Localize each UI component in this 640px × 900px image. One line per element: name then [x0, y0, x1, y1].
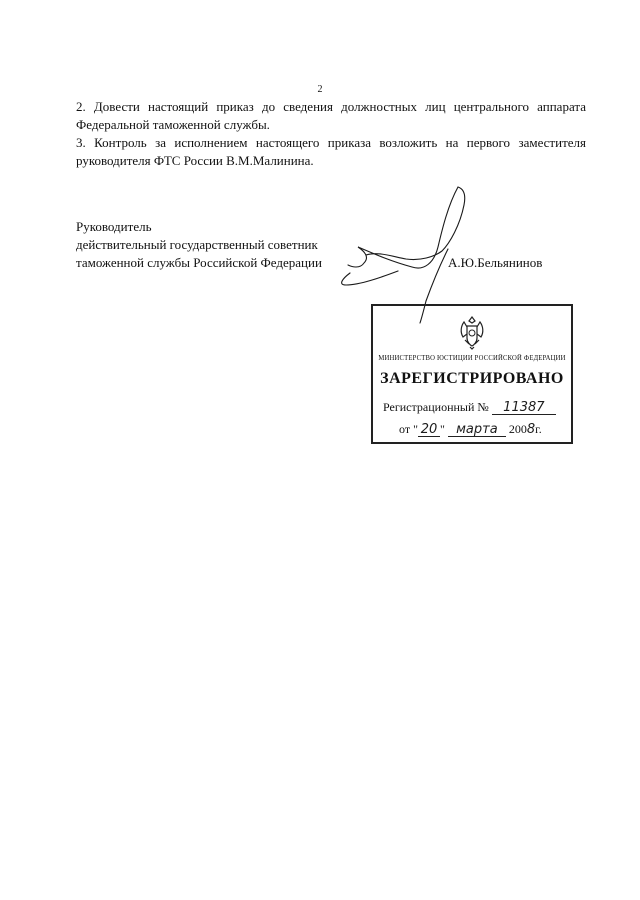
- stamp-date-month: марта: [448, 423, 506, 437]
- stamp-reg-label: Регистрационный №: [383, 400, 489, 414]
- stamp-date: [399, 422, 542, 437]
- paragraph-3: [76, 134, 586, 170]
- coat-of-arms-icon: [455, 314, 489, 350]
- paragraph-2-text: 2. Довести настоящий приказ до сведения должностных лиц центрального аппарата Федеральной таможенной службы.: [76, 99, 586, 132]
- stamp-date-day: 20: [418, 423, 440, 437]
- stamp-date-year-prefix: 200: [508, 422, 527, 436]
- stamp-date-mid: ": [439, 422, 445, 436]
- signatory-title-line: действительный государственный советник: [76, 237, 318, 252]
- paragraph-3-text: 3. Контроль за исполнением настоящего приказа возложить на первого заместителя руководителя ФТС России В.М.Малинина.: [76, 135, 586, 168]
- signatory-title-line: Руководитель: [76, 219, 152, 234]
- stamp-date-year-digit: 8: [526, 422, 536, 437]
- signatory-name: А.Ю.Бельянинов: [448, 255, 543, 270]
- stamp-date-suffix: г.: [535, 422, 542, 436]
- signatory-title-line: таможенной службы Российской Федерации: [76, 255, 322, 270]
- stamp-reg-number: 11387: [492, 401, 556, 415]
- page-number: 2: [317, 84, 323, 95]
- stamp-ministry: МИНИСТЕРСТВО ЮСТИЦИИ РОССИЙСКОЙ ФЕДЕРАЦИИ: [378, 354, 566, 362]
- stamp-registered: ЗАРЕГИСТРИРОВАНО: [380, 370, 564, 387]
- stamp-date-prefix: от ": [399, 422, 418, 436]
- paragraph-2: [76, 98, 586, 134]
- stamp-registration-number: [383, 400, 556, 415]
- registration-stamp: [371, 304, 573, 444]
